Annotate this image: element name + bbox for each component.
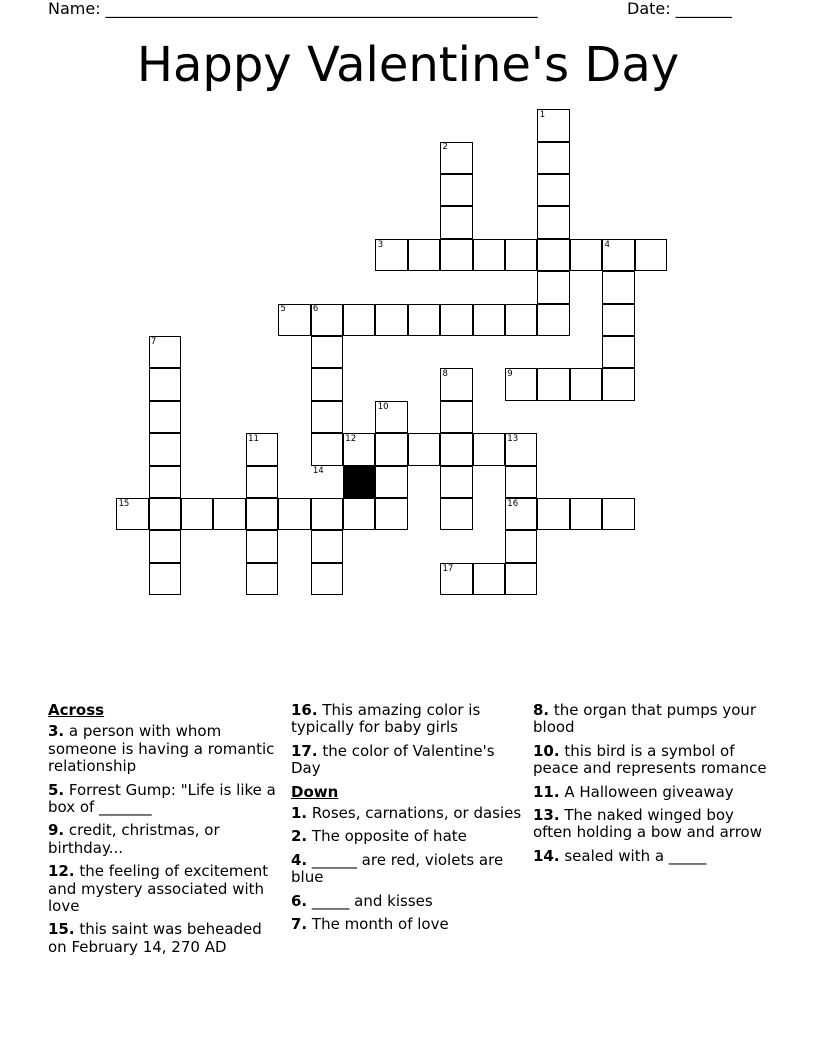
- clue-number-label: 4: [604, 239, 610, 250]
- clue-item: [533, 807, 769, 842]
- clue-number: 14.: [533, 846, 560, 865]
- black-cell: [343, 466, 375, 498]
- grid-cell[interactable]: [505, 563, 537, 595]
- grid-cell[interactable]: [149, 433, 181, 465]
- clue-number-label: 7: [150, 336, 157, 347]
- grid-cell[interactable]: [311, 401, 343, 433]
- grid-cell[interactable]: [408, 304, 440, 336]
- grid-cell[interactable]: [440, 239, 472, 271]
- grid-cell[interactable]: [505, 530, 537, 562]
- grid-cell[interactable]: [602, 271, 634, 303]
- clue-text: Forrest Gump: "Life is like a box of _______: [48, 780, 276, 817]
- grid-cell[interactable]: [343, 304, 375, 336]
- clue-item: [533, 848, 769, 865]
- grid-cell[interactable]: [408, 239, 440, 271]
- clue-item: [48, 863, 284, 915]
- grid-cell[interactable]: [311, 530, 343, 562]
- grid-cell[interactable]: [473, 239, 505, 271]
- clue-number: 4.: [291, 850, 308, 869]
- grid-cell[interactable]: [505, 239, 537, 271]
- grid-cell[interactable]: [440, 174, 472, 206]
- clue-text: a person with whom someone is having a romantic relationship: [48, 722, 275, 776]
- grid-cell[interactable]: [375, 466, 407, 498]
- clue-number-label: 16: [507, 498, 519, 509]
- clue-number-label: 17: [442, 563, 454, 574]
- down-heading: Down: [291, 782, 339, 801]
- clue-number: 5.: [48, 780, 65, 799]
- name-field[interactable]: Name: ______________________________________________________: [48, 0, 538, 18]
- grid-cell[interactable]: [537, 271, 569, 303]
- clue-item: [291, 743, 527, 778]
- grid-cell[interactable]: [602, 498, 634, 530]
- clues-column-1: [48, 702, 284, 962]
- clue-number: 7.: [291, 915, 308, 934]
- grid-cell[interactable]: [570, 368, 602, 400]
- grid-cell[interactable]: [149, 401, 181, 433]
- clue-text: this saint was beheaded on February 14, 270 AD: [48, 920, 262, 956]
- grid-cell[interactable]: [440, 304, 472, 336]
- clues-column-3: [533, 702, 769, 871]
- clue-number: 12.: [48, 862, 75, 881]
- grid-cell[interactable]: [602, 336, 634, 368]
- grid-cell[interactable]: [537, 174, 569, 206]
- clue-number-label: 11: [248, 434, 259, 444]
- grid-cell[interactable]: [537, 304, 569, 336]
- grid-cell[interactable]: [375, 304, 407, 336]
- grid-cell[interactable]: [311, 563, 343, 595]
- clue-number-label: 8: [442, 369, 448, 380]
- clue-item: [291, 828, 527, 845]
- clue-number-label: 2: [442, 142, 448, 153]
- clue-number: 1.: [291, 804, 308, 823]
- grid-cell[interactable]: [537, 368, 569, 400]
- grid-cell[interactable]: [408, 433, 440, 465]
- grid-cell[interactable]: [440, 433, 472, 465]
- clue-item: [291, 805, 527, 822]
- clue-text: _____ and kisses: [307, 891, 433, 910]
- grid-cell[interactable]: [375, 498, 407, 530]
- clue-text: Roses, carnations, or dasies: [307, 804, 522, 823]
- grid-cell[interactable]: [149, 530, 181, 562]
- clue-number: 3.: [48, 722, 65, 741]
- grid-cell[interactable]: [473, 304, 505, 336]
- clue-text: this bird is a symbol of peace and represents romance: [533, 741, 767, 778]
- grid-cell[interactable]: [149, 466, 181, 498]
- clue-item: [48, 723, 284, 775]
- clue-number-label: 1: [539, 110, 546, 120]
- clue-text: the organ that pumps your blood: [533, 701, 757, 737]
- grid-cell[interactable]: [246, 530, 278, 562]
- grid-cell[interactable]: [537, 498, 569, 530]
- clue-item: [48, 822, 284, 857]
- clue-text: The naked winged boy often holding a bow and arrow: [533, 806, 762, 842]
- clue-number: 2.: [291, 827, 308, 846]
- clue-text: the feeling of excitement and mystery associated with love: [48, 862, 269, 916]
- clue-item: [291, 893, 527, 910]
- clue-number-label: 12: [345, 434, 357, 444]
- grid-cell[interactable]: [440, 466, 472, 498]
- page-title: Happy Valentine's Day: [136, 37, 680, 93]
- clue-item: [291, 916, 527, 933]
- grid-cell[interactable]: [505, 304, 537, 336]
- grid-cell[interactable]: [246, 466, 278, 498]
- clue-number: 16.: [291, 701, 318, 719]
- across-heading: Across: [48, 701, 105, 719]
- clue-number-label: 14: [312, 466, 324, 477]
- grid-cell[interactable]: [246, 563, 278, 595]
- clue-number-label: 3: [377, 239, 384, 250]
- grid-cell[interactable]: [311, 498, 343, 530]
- clue-number: 17.: [291, 741, 318, 760]
- grid-cell[interactable]: [635, 239, 667, 271]
- clue-text: ______ are red, violets are blue: [291, 850, 504, 887]
- grid-cell[interactable]: [602, 304, 634, 336]
- clue-number: 15.: [48, 920, 75, 939]
- clue-text: the color of Valentine's Day: [291, 741, 495, 778]
- clue-text: The month of love: [307, 915, 449, 934]
- grid-cell[interactable]: [570, 239, 602, 271]
- grid-cell[interactable]: [505, 466, 537, 498]
- clue-text: This amazing color is typically for baby girls: [291, 701, 481, 737]
- clue-number-label: 6: [312, 304, 319, 315]
- clue-item: [533, 702, 769, 737]
- grid-cell[interactable]: [149, 563, 181, 595]
- clue-number: 13.: [533, 806, 560, 825]
- grid-cell[interactable]: [473, 563, 505, 595]
- clue-text: The opposite of hate: [307, 827, 467, 846]
- grid-cell[interactable]: [149, 498, 181, 530]
- clue-number-label: 13: [507, 434, 519, 444]
- grid-cell[interactable]: [440, 206, 472, 238]
- clue-item: [291, 852, 527, 887]
- clue-number: 8.: [533, 701, 550, 719]
- clue-item: [48, 921, 284, 956]
- clue-number-label: 15: [118, 498, 130, 509]
- clue-text: sealed with a _____: [559, 846, 707, 865]
- clue-item: [533, 743, 769, 778]
- grid-cell[interactable]: [181, 498, 213, 530]
- grid-cell[interactable]: [537, 142, 569, 174]
- clue-number: 9.: [48, 821, 65, 840]
- grid-cell[interactable]: [570, 498, 602, 530]
- clue-number: 10.: [533, 741, 560, 760]
- clue-number-label: 5: [280, 304, 286, 315]
- grid-cell[interactable]: [311, 368, 343, 400]
- grid-cell[interactable]: [602, 368, 634, 400]
- clue-text: credit, christmas, or birthday...: [48, 821, 220, 857]
- clue-number-label: 10: [377, 401, 389, 412]
- grid-cell[interactable]: [537, 206, 569, 238]
- clue-item: [48, 782, 284, 817]
- clue-number: 6.: [291, 891, 308, 910]
- grid-cell[interactable]: [440, 498, 472, 530]
- clue-text: A Halloween giveaway: [559, 782, 734, 801]
- clue-number-label: 9: [507, 369, 513, 380]
- grid-cell[interactable]: [440, 401, 472, 433]
- clue-item: [533, 784, 769, 801]
- clues-column-2: [291, 702, 527, 939]
- clue-item: [291, 702, 527, 737]
- grid-cell[interactable]: [311, 336, 343, 368]
- grid-cell[interactable]: [149, 368, 181, 400]
- date-field[interactable]: Date: _______: [627, 0, 732, 18]
- grid-cell[interactable]: [278, 498, 310, 530]
- grid-cell[interactable]: [537, 239, 569, 271]
- grid-cell[interactable]: [311, 433, 343, 465]
- clue-number: 11.: [533, 782, 560, 801]
- grid-cell[interactable]: [375, 433, 407, 465]
- grid-cell[interactable]: [246, 498, 278, 530]
- grid-cell[interactable]: [213, 498, 245, 530]
- grid-cell[interactable]: [473, 433, 505, 465]
- grid-cell[interactable]: [343, 498, 375, 530]
